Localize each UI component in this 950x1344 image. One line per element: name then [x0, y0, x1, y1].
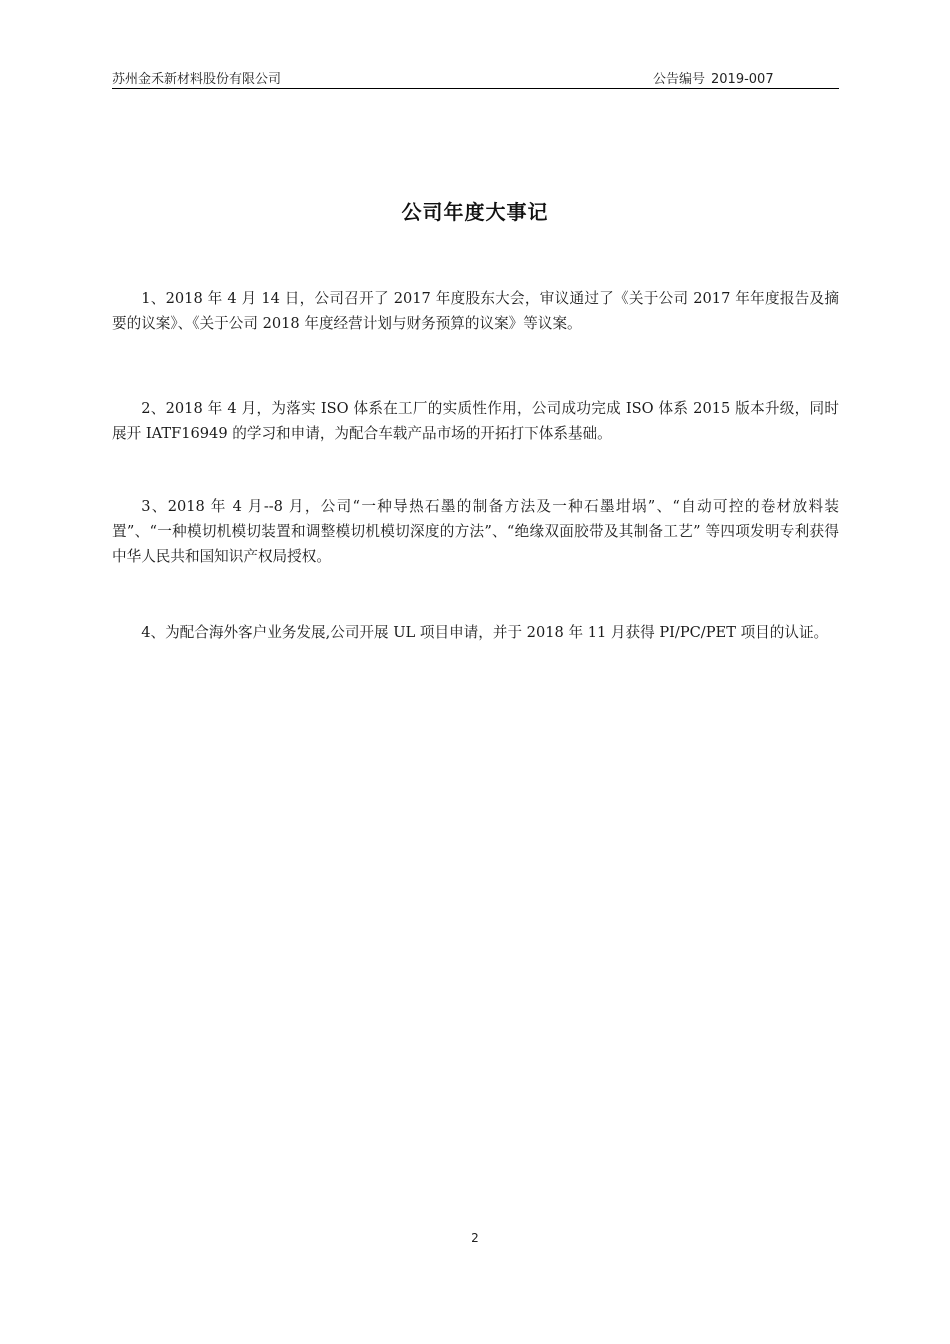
event-item-1: 1、2018 年 4 月 14 日，公司召开了 2017 年度股东大会，审议通过了《关于公司 2017 年年度报告及摘要的议案》、《关于公司 2018 年度经营计划与财务预算的议案》等议案。 [112, 290, 839, 332]
notice-label: 公告编号 [653, 72, 706, 87]
event-item-4: 4、为配合海外客户业务发展,公司开展 UL 项目申请，并于 2018 年 11 月获得 PI/PC/PET 项目的认证。 [141, 624, 829, 641]
notice-number: 2019-007 [711, 72, 774, 87]
event-item-3: 3、2018 年 4 月--8 月，公司“一种导热石墨的制备方法及一种石墨坩埚”、“自动可控的卷材放料装置”、“一种模切机模切装置和调整模切机模切深度的方法”、“绝缘双面胶带及其制备工艺” 等四项发明专利获得中华人民共和国知识产权局授权。 [112, 498, 839, 565]
header-notice-number [653, 68, 774, 87]
header-company-name: 苏州金禾新材料股份有限公司 [112, 72, 282, 87]
document-title: 公司年度大事记 [401, 200, 549, 224]
page-header [112, 66, 839, 89]
event-item-2: 2、2018 年 4 月，为落实 ISO 体系在工厂的实质性作用，公司成功完成 ISO 体系 2015 版本升级，同时展开 IATF16949 的学习和申请，为配合车载产品市场的开拓打下体系基础。 [112, 400, 839, 442]
page-number: 2 [471, 1231, 479, 1245]
